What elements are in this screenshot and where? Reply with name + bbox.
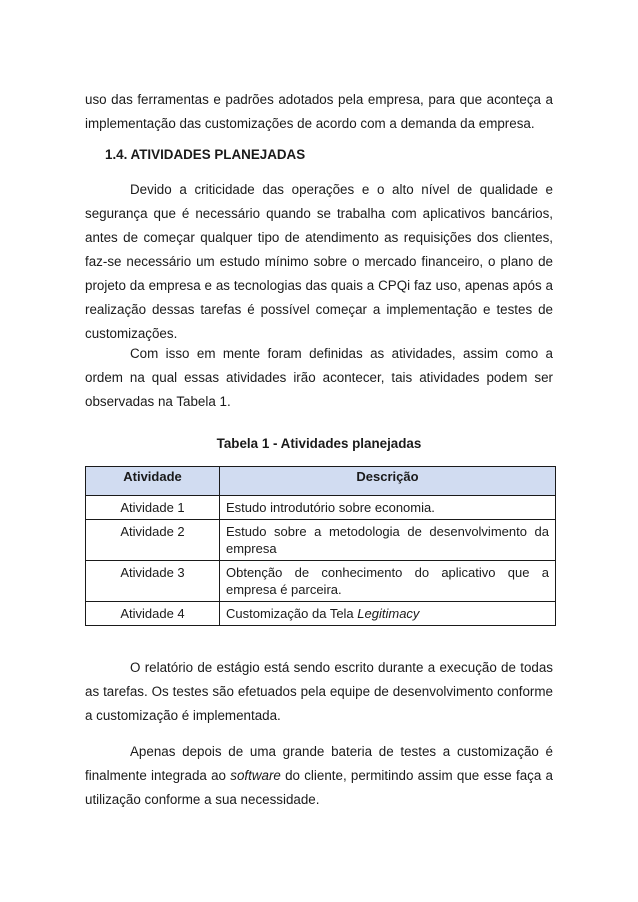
table-cell-description: Estudo sobre a metodologia de desenvolvimento da empresa <box>220 520 556 561</box>
table-cell-activity: Atividade 2 <box>86 520 220 561</box>
table-header-activity: Atividade <box>86 467 220 496</box>
table-row <box>86 520 556 561</box>
description-italic-text: Legitimacy <box>357 606 420 621</box>
table-cell-description <box>220 602 556 626</box>
table-caption: Tabela 1 - Atividades planejadas <box>216 436 422 451</box>
table-header-description: Descrição <box>220 467 556 496</box>
closing-text-part2: do cliente, permitindo assim que esse faça a utilização conforme a sua necessidade. <box>85 768 553 807</box>
table-row <box>86 561 556 602</box>
activities-table <box>85 466 556 626</box>
table-row <box>86 496 556 520</box>
section-paragraph-2: Com isso em mente foram definidas as atividades, assim como a ordem na qual essas atividades irão acontecer, tais atividades podem ser observadas na Tabela 1. <box>85 346 553 409</box>
section-heading: 1.4. ATIVIDADES PLANEJADAS <box>105 147 306 162</box>
intro-paragraph: uso das ferramentas e padrões adotados pela empresa, para que aconteça a implementação das customizações de acordo com a demanda da empresa. <box>85 92 553 131</box>
section-paragraph-1: Devido a criticidade das operações e o alto nível de qualidade e segurança que é necessário quando se trabalha com aplicativos bancários, antes de começar qualquer tipo de atendimento as requisições dos clientes, faz-se necessário um estudo mínimo sobre o mercado financeiro, o plano de projeto da empresa e as tecnologias das quais a CPQi faz uso, apenas após a realização dessas tarefas é possível começar a implementação e testes de customizações. <box>85 182 553 341</box>
description-text: Customização da Tela <box>226 606 358 621</box>
table-cell-activity: Atividade 4 <box>86 602 220 626</box>
table-row <box>86 602 556 626</box>
closing-paragraph-1: O relatório de estágio está sendo escrito durante a execução de todas as tarefas. Os testes são efetuados pela equipe de desenvolvimento conforme a customização é implementada. <box>85 660 553 723</box>
closing-paragraph-2 <box>85 740 553 812</box>
table-cell-activity: Atividade 1 <box>86 496 220 520</box>
table-header-row <box>86 467 556 496</box>
table-cell-description: Estudo introdutório sobre economia. <box>220 496 556 520</box>
closing-text-part1: Apenas depois de uma grande bateria de testes a customização é finalmente integrada ao <box>85 744 553 783</box>
table-cell-activity: Atividade 3 <box>86 561 220 602</box>
table-cell-description: Obtenção de conhecimento do aplicativo que a empresa é parceira. <box>220 561 556 602</box>
closing-italic-software: software <box>230 768 281 783</box>
